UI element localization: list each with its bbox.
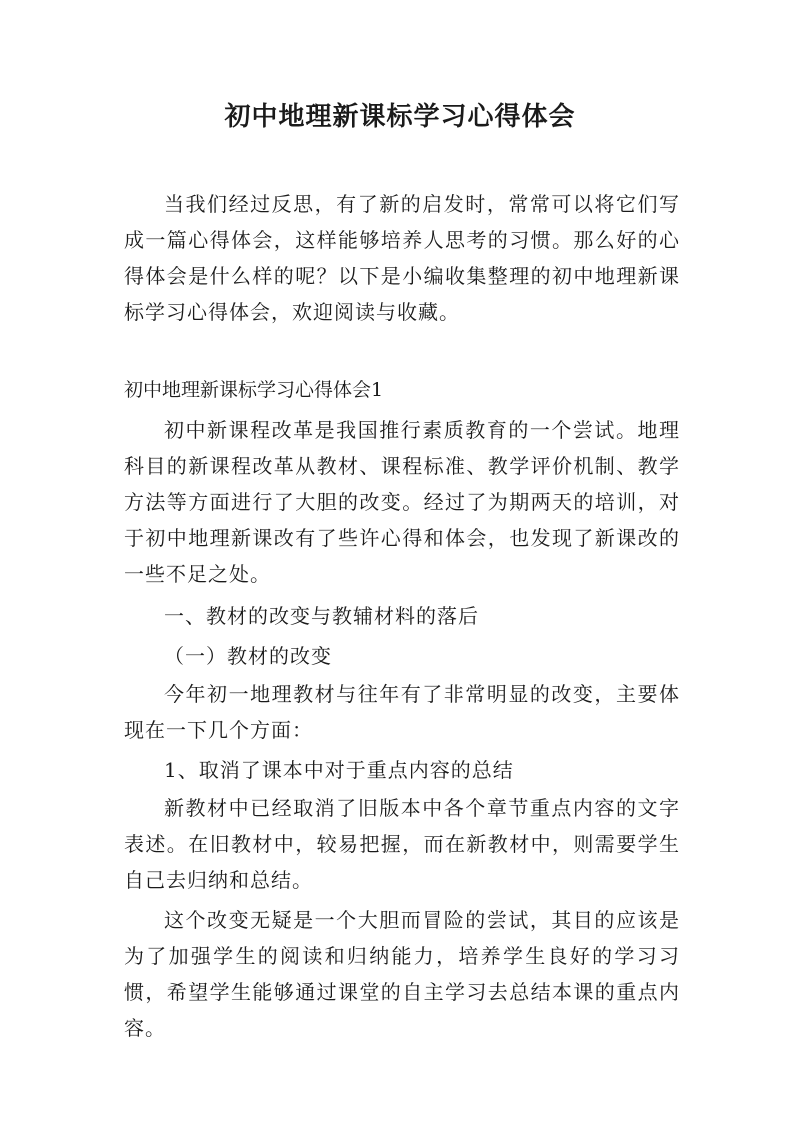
paragraph-3: 新教材中已经取消了旧版本中各个章节重点内容的文字表述。在旧教材中，较易把握，而在新教材中，则需要学生自己去归纳和总结。 <box>124 796 680 892</box>
document-title: 初中地理新课标学习心得体会 <box>224 102 576 132</box>
subheading-2: （一）教材的改变 <box>164 644 332 668</box>
subheading-1: 一、教材的改变与教辅材料的落后 <box>164 604 479 628</box>
intro-paragraph: 当我们经过反思，有了新的启发时，常常可以将它们写成一篇心得体会，这样能够培养人思考的习惯。那么好的心得体会是什么样的呢？以下是小编收集整理的初中地理新课标学习心得体会，欢迎阅读与收藏。 <box>124 192 680 324</box>
paragraph-1: 初中新课程改革是我国推行素质教育的一个尝试。地理科目的新课程改革从教材、课程标准、教学评价机制、教学方法等方面进行了大胆的改变。经过了为期两天的培训，对于初中地理新课改有了些许心得和体会，也发现了新课改的一些不足之处。 <box>124 418 680 586</box>
section-heading: 初中地理新课标学习心得体会1 <box>124 379 384 401</box>
paragraph-4: 这个改变无疑是一个大胆而冒险的尝试，其目的应该是为了加强学生的阅读和归纳能力，培养学生良好的学习习惯，希望学生能够通过课堂的自主学习去总结本课的重点内容。 <box>124 908 680 1040</box>
paragraph-2: 今年初一地理教材与往年有了非常明显的改变，主要体现在一下几个方面： <box>124 682 680 742</box>
list-item-1: 1、取消了课本中对于重点内容的总结 <box>164 758 514 782</box>
